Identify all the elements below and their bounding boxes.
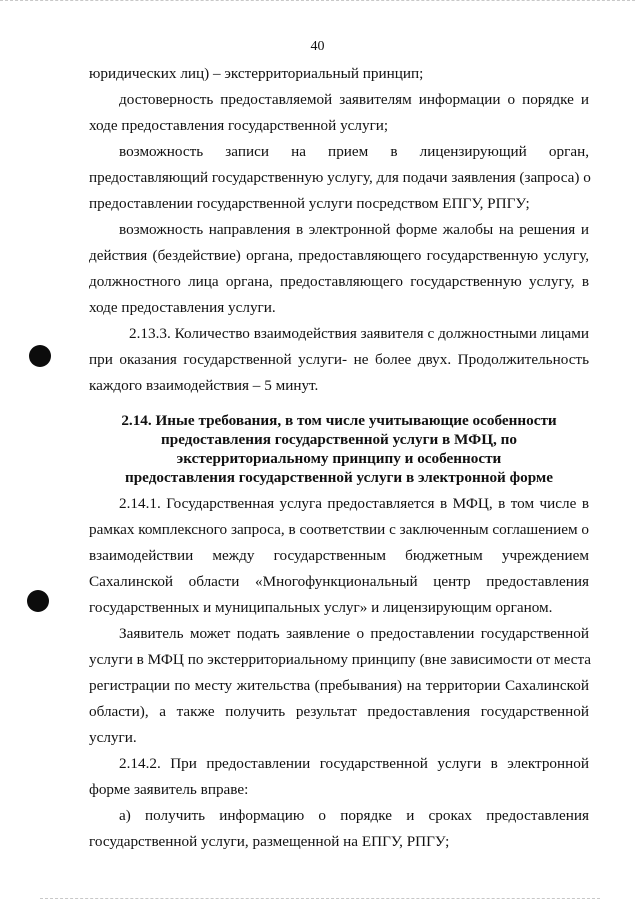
text-line: при оказания государственной услуги- не более двух. Продолжительность <box>89 351 589 368</box>
text-line: области), а также получить результат предоставления государственной <box>89 703 589 720</box>
text-line: а) получить информацию о порядке и сроках предоставления <box>119 807 589 824</box>
text-line: 2.13.3. Количество взаимодействия заявителя с должностными лицами <box>129 325 589 342</box>
text-line: действия (бездействие) органа, предоставляющего государственную услугу, <box>89 247 589 264</box>
text-line: ходе предоставления государственной услуги; <box>89 117 389 134</box>
text-line: должностного лица органа, предоставляющего государственную услугу, в <box>89 273 589 290</box>
text-line: ходе предоставления услуги. <box>89 299 276 316</box>
page-number: 40 <box>310 39 325 54</box>
text-line: достоверность предоставляемой заявителям информации о порядке и <box>119 91 589 108</box>
section-heading-line: предоставления государственной услуги в МФЦ, по <box>161 431 517 448</box>
text-line: Сахалинской области «Многофункциональный центр предоставления <box>89 573 589 590</box>
text-line: Заявитель может подать заявление о предоставлении государственной <box>119 625 589 642</box>
section-heading-line: 2.14. Иные требования, в том числе учитывающие особенности <box>121 412 557 429</box>
punch-hole-mark <box>29 345 51 367</box>
punch-hole-mark <box>27 590 49 612</box>
text-line: возможность записи на прием в лицензирующий орган, <box>119 143 589 160</box>
text-line: юридических лиц) – экстерриториальный принцип; <box>89 65 424 82</box>
text-line: 2.14.2. При предоставлении государственной услуги в электронной <box>119 755 589 772</box>
text-line: предоставляющий государственную услугу, для подачи заявления (запроса) о <box>89 169 591 186</box>
section-heading-line: экстерриториальному принципу и особенности <box>176 450 502 467</box>
section-heading-line: предоставления государственной услуги в электронной форме <box>124 469 554 486</box>
text-line: возможность направления в электронной форме жалобы на решения и <box>119 221 589 238</box>
text-line: 2.14.1. Государственная услуга предоставляется в МФЦ, в том числе в <box>119 495 589 512</box>
text-line: регистрации по месту жительства (пребывания) на территории Сахалинской <box>89 677 589 694</box>
scan-top-edge <box>0 0 635 3</box>
text-line: государственных и муниципальных услуг» и лицензирующим органом. <box>89 599 553 616</box>
text-line: услуги. <box>89 729 137 746</box>
text-line: рамках комплексного запроса, в соответствии с заключенным соглашением о <box>89 521 589 538</box>
text-line: взаимодействии между государственным бюджетным учреждением <box>89 547 589 564</box>
text-line: государственной услуги, размещенной на ЕПГУ, РПГУ; <box>89 833 450 850</box>
text-line: каждого взаимодействия – 5 минут. <box>89 377 319 394</box>
text-line: форме заявитель вправе: <box>89 781 249 798</box>
text-line: услуги в МФЦ по экстерриториальному принципу (вне зависимости от места <box>89 651 592 668</box>
scan-bottom-edge <box>40 898 600 901</box>
text-line: предоставлении государственной услуги посредством ЕПГУ, РПГУ; <box>89 195 530 212</box>
